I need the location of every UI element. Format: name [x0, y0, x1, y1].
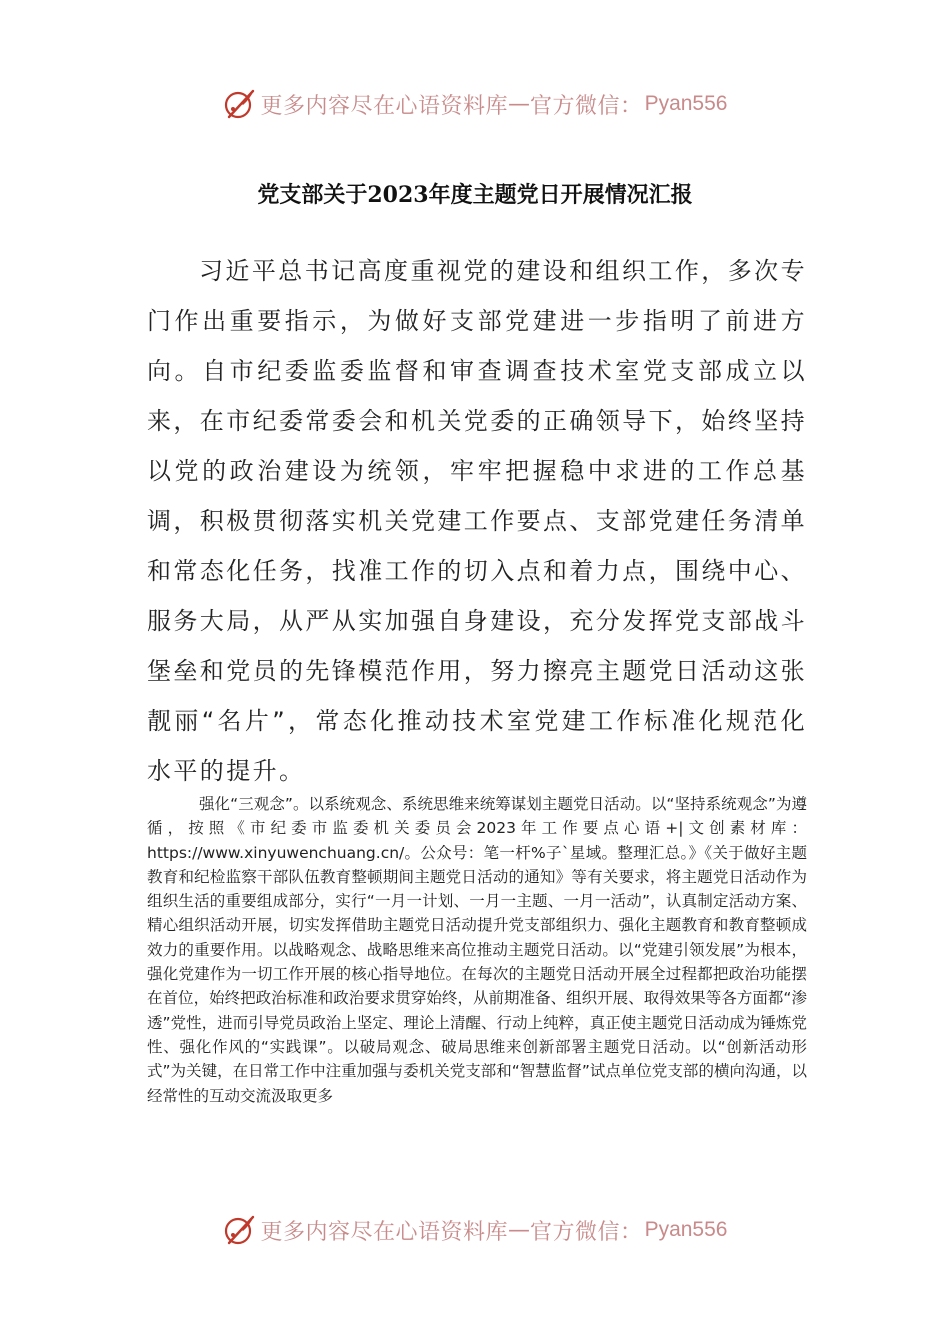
watermark-separator: — [508, 1217, 531, 1243]
watermark-banner-top [0, 84, 950, 124]
watermark-text: 更多内容尽在心语资料库 [260, 93, 509, 119]
lead-paragraph: 习近平总书记高度重视党的建设和组织工作，多次专门作出重要指示，为做好支部党建进一步指明了前进方向。自市纪委监委监督和审查调查技术室党支部成立以来，在市纪委常委会和机关党委的正确领导下，始终坚持以党的政治建设为统领，牢牢把握稳中求进的工作总基调，积极贯彻落实机关党建工作要点、支部党建任务清单和常态化任务，找准工作的切入点和着力点，围绕中心、服务大局，从严从实加强自身建设，充分发挥党支部战斗堡垒和党员的先锋模范作用，努力擦亮主题党日活动这张靓丽“名片”，常态化推动技术室党建工作标准化规范化水平的提升。 [147, 257, 807, 785]
watermark-official-label: 官方微信： [530, 93, 643, 119]
document-title: 党支部关于2023年度主题党日开展情况汇报 [257, 182, 693, 208]
watermark-banner-bottom [0, 1210, 950, 1250]
watermark-wechat-id: Pyan556 [644, 1218, 728, 1241]
watermark-text: 更多内容尽在心语资料库 [260, 1219, 509, 1245]
quill-logo-icon [223, 87, 257, 121]
body-paragraph: 强化“三观念”。以系统观念、系统思维来统筹谋划主题党日活动。以“坚持系统观念”为遵循，按照《市纪委市监委机关委员会2023年工作要点心语+|文创素材库：https://www.xinyuwenchuang.cn/。公众号：笔一杆%子`星域。整理汇总。》《关于做好主题教育和纪检监察干部队伍教育整顿期间主题党日活动的通知》等有关要求，将主题党日活动作为组织生活的重要组成部分，实行“一月一计划、一月一主题、一月一活动”，认真制定活动方案、精心组织活动开展，切实发挥借助主题党日活动提升党支部组织力、强化主题教育和教育整顿成效力的重要作用。以战略观念、战略思维来高位推动主题党日活动。以“党建引领发展”为根本，强化党建作为一切工作开展的核心指导地位。在每次的主题党日活动开展全过程都把政治功能摆在首位，始终把政治标准和政治要求贯穿始终，从前期准备、组织开展、取得效果等各方面都“渗透”党性，进而引导党员政治上坚定、理论上清醒、行动上纯粹，真正使主题党日活动成为锤炼党性、强化作风的“实践课”。以破局观念、破局思维来创新部署主题党日活动。以“创新活动形式”为关键，在日常工作中注重加强与委机关党支部和“智慧监督”试点单位党支部的横向沟通，以经常性的互动交流汲取更多 [147, 795, 807, 1105]
quill-logo-icon [223, 1213, 257, 1247]
watermark-separator: — [508, 91, 531, 117]
watermark-official-label: 官方微信： [530, 1219, 643, 1245]
watermark-wechat-id: Pyan556 [644, 92, 728, 115]
